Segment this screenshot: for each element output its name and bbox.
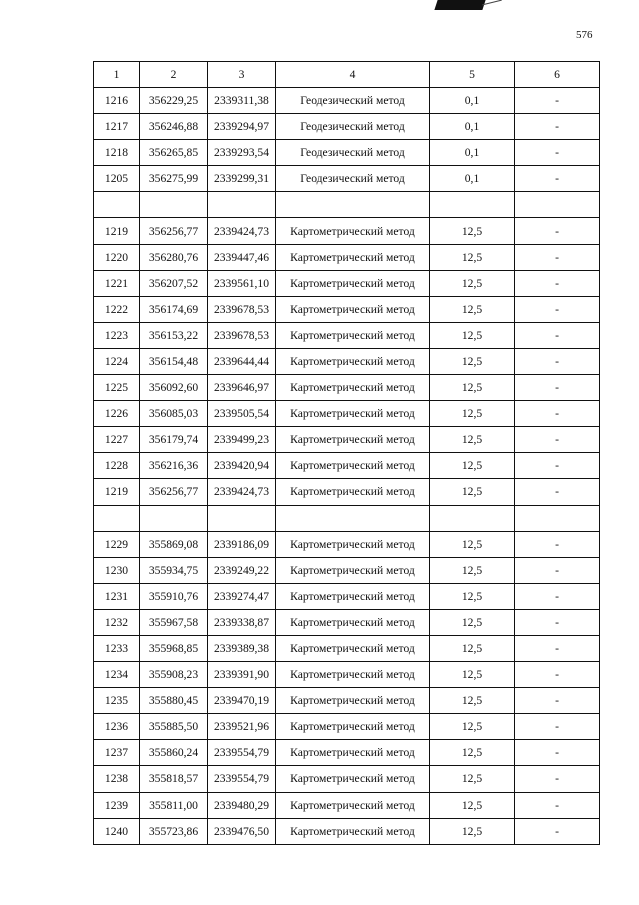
x-coordinate-cell: 355934,75 <box>140 557 208 583</box>
point-number-cell: 1234 <box>94 662 140 688</box>
method-cell: Картометрический метод <box>276 740 430 766</box>
y-coordinate-cell: 2339424,73 <box>208 218 276 244</box>
method-cell: Геодезический метод <box>276 140 430 166</box>
y-coordinate-cell: 2339521,96 <box>208 714 276 740</box>
table-row <box>94 557 600 583</box>
method-cell: Картометрический метод <box>276 401 430 427</box>
method-cell: Картометрический метод <box>276 296 430 322</box>
accuracy-cell: 12,5 <box>430 218 515 244</box>
y-coordinate-cell: 2339311,38 <box>208 88 276 114</box>
description-cell: - <box>515 479 600 505</box>
accuracy-cell: 12,5 <box>430 348 515 374</box>
page-number: 576 <box>576 29 593 41</box>
table-row <box>94 531 600 557</box>
table-row <box>94 818 600 844</box>
y-coordinate-cell: 2339561,10 <box>208 270 276 296</box>
description-cell: - <box>515 818 600 844</box>
y-coordinate-cell <box>208 505 276 531</box>
y-coordinate-cell: 2339293,54 <box>208 140 276 166</box>
accuracy-cell: 12,5 <box>430 557 515 583</box>
x-coordinate-cell: 356256,77 <box>140 479 208 505</box>
table-row <box>94 453 600 479</box>
table-row <box>94 296 600 322</box>
method-cell: Геодезический метод <box>276 88 430 114</box>
description-cell: - <box>515 348 600 374</box>
method-cell: Картометрический метод <box>276 714 430 740</box>
table-row <box>94 766 600 792</box>
method-cell: Картометрический метод <box>276 218 430 244</box>
x-coordinate-cell: 355967,58 <box>140 609 208 635</box>
x-coordinate-cell: 356246,88 <box>140 114 208 140</box>
y-coordinate-cell: 2339420,94 <box>208 453 276 479</box>
table-row <box>94 114 600 140</box>
table-header-row <box>94 62 600 88</box>
table-row <box>94 479 600 505</box>
y-coordinate-cell: 2339505,54 <box>208 401 276 427</box>
accuracy-cell: 0,1 <box>430 88 515 114</box>
description-cell: - <box>515 792 600 818</box>
method-cell: Картометрический метод <box>276 531 430 557</box>
method-cell: Картометрический метод <box>276 244 430 270</box>
y-coordinate-cell: 2339644,44 <box>208 348 276 374</box>
y-coordinate-cell: 2339338,87 <box>208 609 276 635</box>
method-cell <box>276 505 430 531</box>
point-number-cell: 1230 <box>94 557 140 583</box>
description-cell: - <box>515 375 600 401</box>
table-row <box>94 322 600 348</box>
point-number-cell <box>94 505 140 531</box>
point-number-cell: 1221 <box>94 270 140 296</box>
point-number-cell: 1236 <box>94 714 140 740</box>
x-coordinate-cell: 355860,24 <box>140 740 208 766</box>
accuracy-cell: 12,5 <box>430 740 515 766</box>
x-coordinate-cell: 355885,50 <box>140 714 208 740</box>
point-number-cell: 1223 <box>94 322 140 348</box>
method-cell: Картометрический метод <box>276 766 430 792</box>
table-row <box>94 609 600 635</box>
description-cell: - <box>515 88 600 114</box>
accuracy-cell: 12,5 <box>430 427 515 453</box>
table-row <box>94 348 600 374</box>
table-row <box>94 401 600 427</box>
header-cell: 4 <box>276 62 430 88</box>
accuracy-cell: 12,5 <box>430 583 515 609</box>
point-number-cell: 1231 <box>94 583 140 609</box>
x-coordinate-cell: 355818,57 <box>140 766 208 792</box>
table-row <box>94 635 600 661</box>
accuracy-cell: 12,5 <box>430 322 515 348</box>
point-number-cell: 1228 <box>94 453 140 479</box>
table-row <box>94 714 600 740</box>
table-row <box>94 583 600 609</box>
point-number-cell: 1222 <box>94 296 140 322</box>
description-cell: - <box>515 166 600 192</box>
x-coordinate-cell: 355880,45 <box>140 688 208 714</box>
method-cell: Геодезический метод <box>276 114 430 140</box>
point-number-cell: 1235 <box>94 688 140 714</box>
accuracy-cell: 12,5 <box>430 688 515 714</box>
x-coordinate-cell: 355908,23 <box>140 662 208 688</box>
table-row <box>94 140 600 166</box>
accuracy-cell: 12,5 <box>430 818 515 844</box>
scan-mark <box>434 0 485 10</box>
description-cell: - <box>515 609 600 635</box>
y-coordinate-cell: 2339391,90 <box>208 662 276 688</box>
table-row <box>94 662 600 688</box>
point-number-cell: 1240 <box>94 818 140 844</box>
method-cell: Картометрический метод <box>276 688 430 714</box>
x-coordinate-cell: 355723,86 <box>140 818 208 844</box>
accuracy-cell: 12,5 <box>430 244 515 270</box>
y-coordinate-cell: 2339299,31 <box>208 166 276 192</box>
x-coordinate-cell: 355869,08 <box>140 531 208 557</box>
point-number-cell: 1216 <box>94 88 140 114</box>
accuracy-cell: 12,5 <box>430 714 515 740</box>
x-coordinate-cell: 355910,76 <box>140 583 208 609</box>
accuracy-cell: 12,5 <box>430 662 515 688</box>
description-cell: - <box>515 270 600 296</box>
x-coordinate-cell: 356154,48 <box>140 348 208 374</box>
table-spacer-row <box>94 192 600 218</box>
description-cell: - <box>515 296 600 322</box>
description-cell: - <box>515 531 600 557</box>
description-cell: - <box>515 140 600 166</box>
method-cell: Картометрический метод <box>276 348 430 374</box>
table-row <box>94 270 600 296</box>
y-coordinate-cell: 2339249,22 <box>208 557 276 583</box>
y-coordinate-cell: 2339424,73 <box>208 479 276 505</box>
description-cell: - <box>515 557 600 583</box>
y-coordinate-cell: 2339554,79 <box>208 766 276 792</box>
method-cell: Картометрический метод <box>276 662 430 688</box>
y-coordinate-cell: 2339294,97 <box>208 114 276 140</box>
method-cell: Картометрический метод <box>276 375 430 401</box>
accuracy-cell: 12,5 <box>430 635 515 661</box>
point-number-cell: 1227 <box>94 427 140 453</box>
accuracy-cell: 12,5 <box>430 270 515 296</box>
y-coordinate-cell: 2339678,53 <box>208 296 276 322</box>
table-row <box>94 218 600 244</box>
point-number-cell: 1229 <box>94 531 140 557</box>
y-coordinate-cell: 2339476,50 <box>208 818 276 844</box>
description-cell: - <box>515 583 600 609</box>
method-cell <box>276 192 430 218</box>
accuracy-cell <box>430 505 515 531</box>
x-coordinate-cell: 356153,22 <box>140 322 208 348</box>
method-cell: Картометрический метод <box>276 635 430 661</box>
method-cell: Картометрический метод <box>276 609 430 635</box>
point-number-cell: 1220 <box>94 244 140 270</box>
point-number-cell: 1219 <box>94 479 140 505</box>
x-coordinate-cell <box>140 505 208 531</box>
point-number-cell: 1226 <box>94 401 140 427</box>
x-coordinate-cell: 356265,85 <box>140 140 208 166</box>
description-cell: - <box>515 218 600 244</box>
y-coordinate-cell: 2339447,46 <box>208 244 276 270</box>
method-cell: Картометрический метод <box>276 557 430 583</box>
accuracy-cell: 12,5 <box>430 609 515 635</box>
x-coordinate-cell: 356229,25 <box>140 88 208 114</box>
accuracy-cell: 0,1 <box>430 140 515 166</box>
header-cell: 5 <box>430 62 515 88</box>
table-row <box>94 166 600 192</box>
point-number-cell: 1218 <box>94 140 140 166</box>
description-cell: - <box>515 427 600 453</box>
point-number-cell: 1238 <box>94 766 140 792</box>
description-cell: - <box>515 322 600 348</box>
accuracy-cell: 12,5 <box>430 296 515 322</box>
x-coordinate-cell: 356280,76 <box>140 244 208 270</box>
method-cell: Картометрический метод <box>276 270 430 296</box>
accuracy-cell: 0,1 <box>430 166 515 192</box>
x-coordinate-cell <box>140 192 208 218</box>
point-number-cell: 1219 <box>94 218 140 244</box>
method-cell: Картометрический метод <box>276 427 430 453</box>
description-cell: - <box>515 401 600 427</box>
x-coordinate-cell: 356092,60 <box>140 375 208 401</box>
accuracy-cell: 0,1 <box>430 114 515 140</box>
x-coordinate-cell: 356216,36 <box>140 453 208 479</box>
method-cell: Картометрический метод <box>276 453 430 479</box>
x-coordinate-cell: 356174,69 <box>140 296 208 322</box>
point-number-cell: 1233 <box>94 635 140 661</box>
x-coordinate-cell: 355811,00 <box>140 792 208 818</box>
method-cell: Картометрический метод <box>276 792 430 818</box>
method-cell: Картометрический метод <box>276 322 430 348</box>
point-number-cell: 1232 <box>94 609 140 635</box>
method-cell: Картометрический метод <box>276 818 430 844</box>
description-cell: - <box>515 244 600 270</box>
point-number-cell: 1237 <box>94 740 140 766</box>
header-cell: 3 <box>208 62 276 88</box>
description-cell: - <box>515 114 600 140</box>
table-row <box>94 792 600 818</box>
method-cell: Геодезический метод <box>276 166 430 192</box>
table-row <box>94 740 600 766</box>
description-cell: - <box>515 635 600 661</box>
description-cell: - <box>515 453 600 479</box>
x-coordinate-cell: 356085,03 <box>140 401 208 427</box>
y-coordinate-cell: 2339480,29 <box>208 792 276 818</box>
y-coordinate-cell: 2339389,38 <box>208 635 276 661</box>
table-row <box>94 375 600 401</box>
point-number-cell: 1217 <box>94 114 140 140</box>
table-row <box>94 88 600 114</box>
y-coordinate-cell: 2339470,19 <box>208 688 276 714</box>
point-number-cell: 1225 <box>94 375 140 401</box>
method-cell: Картометрический метод <box>276 583 430 609</box>
point-number-cell: 1239 <box>94 792 140 818</box>
header-cell: 1 <box>94 62 140 88</box>
accuracy-cell <box>430 192 515 218</box>
description-cell: - <box>515 714 600 740</box>
accuracy-cell: 12,5 <box>430 375 515 401</box>
x-coordinate-cell: 356207,52 <box>140 270 208 296</box>
accuracy-cell: 12,5 <box>430 792 515 818</box>
description-cell: - <box>515 740 600 766</box>
method-cell: Картометрический метод <box>276 479 430 505</box>
x-coordinate-cell: 356275,99 <box>140 166 208 192</box>
accuracy-cell: 12,5 <box>430 401 515 427</box>
table-spacer-row <box>94 505 600 531</box>
description-cell: - <box>515 688 600 714</box>
description-cell: - <box>515 766 600 792</box>
header-cell: 6 <box>515 62 600 88</box>
y-coordinate-cell: 2339678,53 <box>208 322 276 348</box>
coordinates-table <box>93 61 600 845</box>
table-row <box>94 688 600 714</box>
accuracy-cell: 12,5 <box>430 766 515 792</box>
x-coordinate-cell: 355968,85 <box>140 635 208 661</box>
accuracy-cell: 12,5 <box>430 479 515 505</box>
x-coordinate-cell: 356256,77 <box>140 218 208 244</box>
point-number-cell <box>94 192 140 218</box>
description-cell <box>515 192 600 218</box>
y-coordinate-cell: 2339186,09 <box>208 531 276 557</box>
y-coordinate-cell: 2339554,79 <box>208 740 276 766</box>
point-number-cell: 1205 <box>94 166 140 192</box>
y-coordinate-cell: 2339646,97 <box>208 375 276 401</box>
y-coordinate-cell: 2339499,23 <box>208 427 276 453</box>
accuracy-cell: 12,5 <box>430 453 515 479</box>
table-row <box>94 427 600 453</box>
point-number-cell: 1224 <box>94 348 140 374</box>
header-cell: 2 <box>140 62 208 88</box>
accuracy-cell: 12,5 <box>430 531 515 557</box>
y-coordinate-cell: 2339274,47 <box>208 583 276 609</box>
description-cell: - <box>515 662 600 688</box>
description-cell <box>515 505 600 531</box>
x-coordinate-cell: 356179,74 <box>140 427 208 453</box>
y-coordinate-cell <box>208 192 276 218</box>
table-row <box>94 244 600 270</box>
